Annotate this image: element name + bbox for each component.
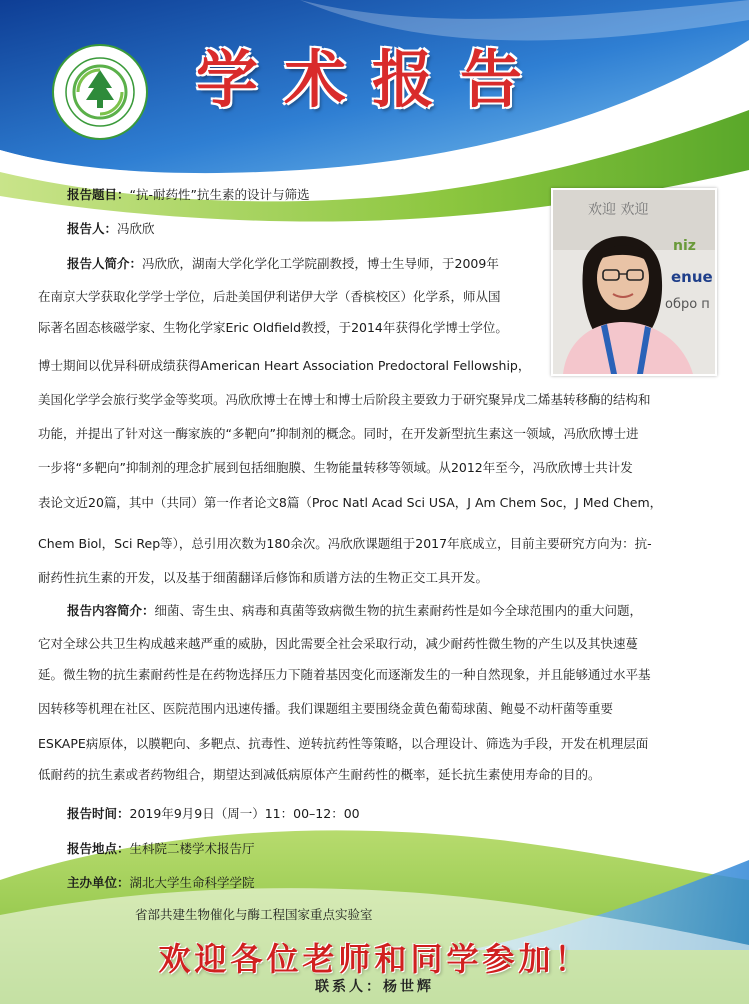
- content-line: ESKAPE病原体，以膜靶向、多靶点、抗毒性、逆转抗药性等策略，以合理设计、筛选为手段，开发在机理层面: [38, 736, 649, 751]
- host-value-1: 湖北大学生命科学学院: [129, 875, 255, 890]
- bio-line: 在南京大学获取化学学士学位，后赴美国伊利诺伊大学（香槟校区）化学系，师从国: [38, 289, 501, 304]
- host-row: [67, 874, 255, 892]
- speaker-value: 冯欣欣: [117, 221, 155, 236]
- host-label: 主办单位：: [67, 875, 130, 890]
- bio-line: 际著名固态核磁学家、生物化学家Eric Oldfield教授，于2014年获得化学博士学位。: [38, 320, 508, 335]
- bio-line: 美国化学学会旅行奖学金等奖项。冯欣欣博士在博士和博士后阶段主要致力于研究聚异戊二烯基转移酶的结构和: [38, 392, 651, 407]
- place-value: 生科院二楼学术报告厅: [129, 841, 255, 856]
- topic-label: 报告题目：: [67, 187, 130, 202]
- topic-row: [67, 186, 309, 204]
- place-row: [67, 840, 255, 858]
- bio-line: Chem Biol，Sci Rep等），总引用次数为180余次。冯欣欣课题组于2017年底成立，目前主要研究方向为：抗-: [38, 536, 652, 551]
- speaker-row: [67, 220, 155, 238]
- institution-logo: [52, 44, 148, 140]
- photo-sign-text-1: 欢迎 欢迎: [588, 202, 649, 218]
- place-label: 报告地点：: [67, 841, 130, 856]
- speaker-label: 报告人：: [67, 221, 118, 236]
- content-line: [67, 602, 642, 620]
- bio-line: 表论文近20篇，其中（共同）第一作者论文8篇（Proc Natl Acad Sci USA，J Am Chem Soc，J Med Chem，: [38, 495, 663, 510]
- speaker-photo: [551, 188, 717, 376]
- time-label: 报告时间：: [67, 806, 130, 821]
- welcome-banner: 欢迎各位老师和同学参加！: [158, 940, 591, 978]
- bio-line: 耐药性抗生素的开发，以及基于细菌翻译后修饰和质谱方法的生物正交工具开发。: [38, 570, 489, 585]
- bio-line: 功能，并提出了针对这一酶家族的“多靶向”抑制剂的概念。同时，在开发新型抗生素这一领域，冯欣欣博士进: [38, 426, 639, 441]
- bio-line-text: 冯欣欣，湖南大学化学化工学院副教授，博士生导师，于2009年: [142, 256, 499, 271]
- page-title: 学术报告: [196, 43, 549, 116]
- content-line: 它对全球公共卫生构成越来越严重的威胁，因此需要全社会采取行动，减少耐药性微生物的产生以及其快速蔓: [38, 636, 639, 651]
- bio-label: 报告人简介：: [67, 256, 143, 271]
- content-label: 报告内容简介：: [67, 603, 155, 618]
- time-row: [67, 805, 360, 823]
- host-value-2: 省部共建生物催化与酶工程国家重点实验室: [135, 907, 373, 922]
- topic-value: “抗-耐药性”抗生素的设计与筛选: [129, 187, 310, 202]
- photo-sign-text-4: обро п: [665, 297, 710, 312]
- content-line-text: 细菌、寄生虫、病毒和真菌等致病微生物的抗生素耐药性是如今全球范围内的重大问题，: [154, 603, 643, 618]
- bio-line: [67, 255, 499, 273]
- content-line: 延。微生物的抗生素耐药性是在药物选择压力下随着基因变化而逐渐发生的一种自然现象，并且能够通过水平基: [38, 667, 651, 682]
- bio-line: 博士期间以优异科研成绩获得American Heart Association Predoctoral Fellowship，: [38, 358, 531, 373]
- bio-line: 一步将“多靶向”抑制剂的理念扩展到包括细胞膜、生物能量转移等领域。从2012年至今，冯欣欣博士共计发: [38, 460, 633, 475]
- contact-person: 联系人：杨世辉: [315, 979, 434, 995]
- photo-sign-text-3: enue: [671, 268, 713, 286]
- photo-sign-text-2: niz: [673, 238, 696, 254]
- content-line: 因转移等机理在社区、医院范围内迅速传播。我们课题组主要围绕金黄色葡萄球菌、鲍曼不动杆菌等重要: [38, 701, 614, 716]
- content-line: 低耐药的抗生素或者药物组合，期望达到减低病原体产生耐药性的概率，延长抗生素使用寿命的目的。: [38, 767, 601, 782]
- time-value: 2019年9月9日（周一）11：00–12：00: [129, 806, 360, 821]
